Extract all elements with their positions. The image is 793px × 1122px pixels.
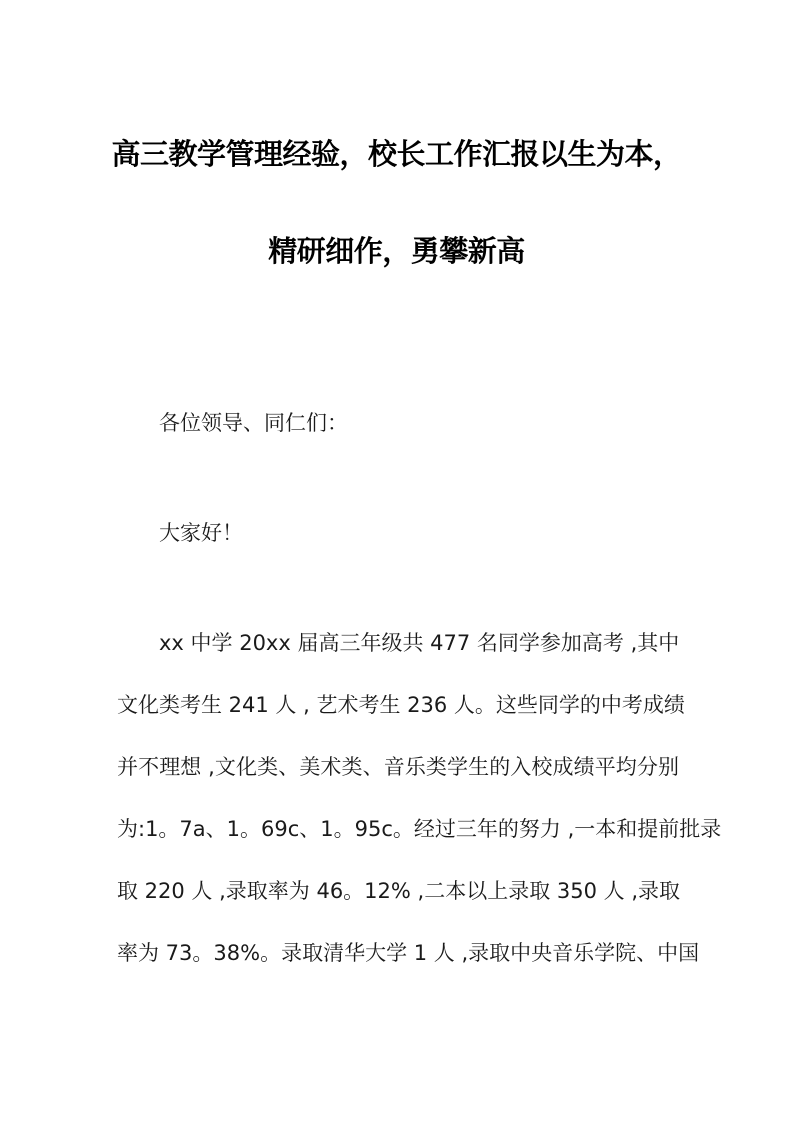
salutation: 各位领导、同仁们：: [159, 411, 348, 435]
body-line: xx 中学 20xx 届高三年级共 477 名同学参加高考 ,其中: [159, 631, 680, 655]
body-line: 并不理想 ,文化类、美术类、音乐类学生的入校成绩平均分别: [117, 755, 679, 779]
greeting: 大家好！: [159, 521, 243, 545]
body-line: 取 220 人 ,录取率为 46。12% ,二本以上录取 350 人 ,录取: [117, 879, 680, 903]
document-title-line-2: 精研细作，勇攀新高: [268, 234, 525, 268]
body-line: 文化类考生 241 人 , 艺术考生 236 人。这些同学的中考成绩: [117, 693, 685, 717]
document-title-line-1: 高三教学管理经验，校长工作汇报以生为本，: [111, 137, 682, 171]
body-line: 为:1。7a、1。69c、1。95c。经过三年的努力 ,一本和提前批录: [117, 817, 722, 841]
body-line: 率为 73。38%。录取清华大学 1 人 ,录取中央音乐学院、中国: [117, 941, 700, 965]
